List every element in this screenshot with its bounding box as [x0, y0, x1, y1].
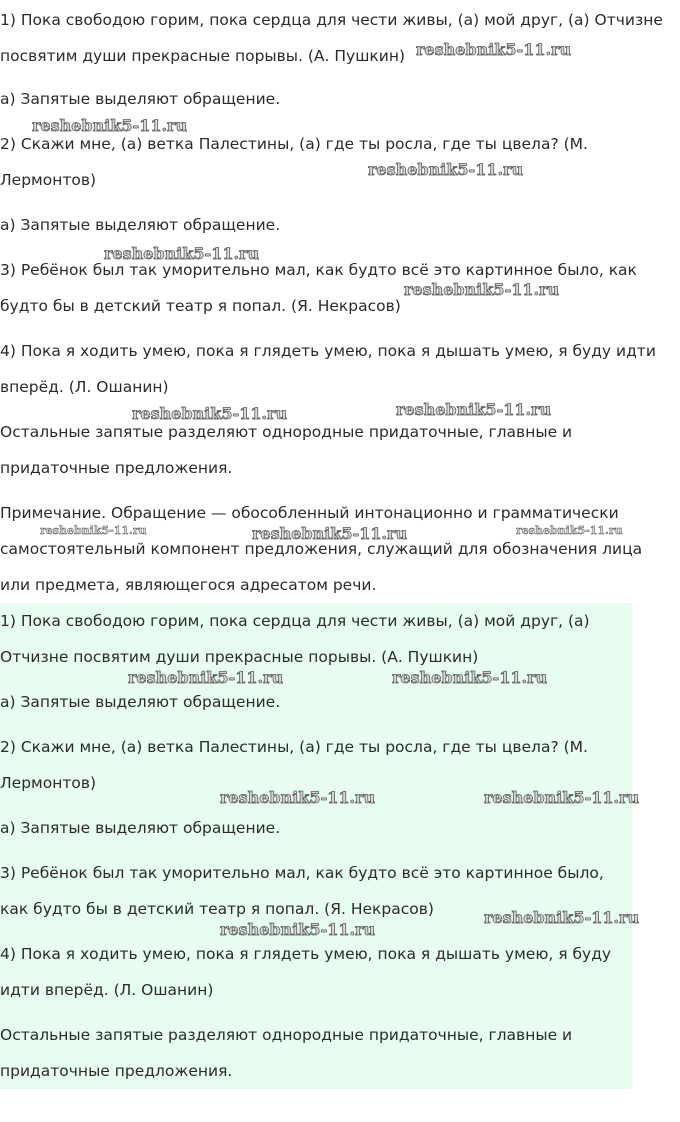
top-paragraph-7: Остальные запятые разделяют однородные придаточные, главные и придаточные предложения. [0, 423, 573, 477]
bottom-paragraph-7: Остальные запятые разделяют однородные придаточные, главные и придаточные предложения. [0, 1026, 573, 1080]
watermark: reshebnik5-11.ru [392, 668, 548, 687]
watermark: reshebnik5-11.ru [252, 524, 408, 543]
bottom-paragraph-4: а) Запятые выделяют обращение. [0, 819, 281, 837]
watermark: reshebnik5-11.ru [40, 524, 147, 537]
top-paragraph-3: 2) Скажи мне, (а) ветка Палестины, (а) где ты росла, где ты цвела? (М. Лермонтов) [0, 135, 588, 189]
top-note-paragraph: Примечание. Обращение — обособленный интонационно и грамматически самостоятельный компонент предложения, служащий для обозначения лица или предмета, являющегося адресатом речи. [0, 504, 643, 594]
bottom-paragraph-3: 2) Скажи мне, (а) ветка Палестины, (а) где ты росла, где ты цвела? (М. Лермонтов) [0, 738, 588, 792]
bottom-paragraph-6: 4) Пока я ходить умею, пока я глядеть умею, пока я дышать умею, я буду идти вперёд. (Л. Ошанин) [0, 945, 612, 999]
bottom-paragraph-5: 3) Ребёнок был так уморительно мал, как будто всё это картинное было, как будто бы в детский театр я попал. (Я. Некрасов) [0, 864, 604, 918]
bottom-paragraph-1: 1) Пока свободою горим, пока сердца для чести живы, (а) мой друг, (а) Отчизне посвятим души прекрасные порывы. (А. Пушкин) [0, 612, 590, 666]
top-paragraph-4: а) Запятые выделяют обращение. [0, 216, 281, 234]
bottom-paragraph-2: а) Запятые выделяют обращение. [0, 693, 281, 711]
top-paragraph-1: 1) Пока свободою горим, пока сердца для чести живы, (а) мой друг, (а) Отчизне посвятим души прекрасные порывы. (А. Пушкин) [0, 11, 663, 65]
top-paragraph-5: 3) Ребёнок был так уморительно мал, как будто всё это картинное было, как будто бы в детский театр я попал. (Я. Некрасов) [0, 261, 637, 315]
watermark: reshebnik5-11.ru [368, 160, 524, 179]
watermark: reshebnik5-11.ru [484, 908, 640, 927]
watermark: reshebnik5-11.ru [128, 668, 284, 687]
watermark: reshebnik5-11.ru [32, 116, 188, 135]
watermark: reshebnik5-11.ru [416, 40, 572, 59]
watermark: reshebnik5-11.ru [104, 244, 260, 263]
watermark: reshebnik5-11.ru [132, 404, 288, 423]
watermark: reshebnik5-11.ru [220, 920, 376, 939]
top-paragraph-6: 4) Пока я ходить умею, пока я глядеть умею, пока я дышать умею, я буду идти вперёд. (Л. Ошанин) [0, 342, 656, 396]
watermark: reshebnik5-11.ru [404, 280, 560, 299]
watermark: reshebnik5-11.ru [220, 788, 376, 807]
top-paragraph-2: а) Запятые выделяют обращение. [0, 90, 281, 108]
watermark: reshebnik5-11.ru [484, 788, 640, 807]
watermark: reshebnik5-11.ru [516, 524, 623, 537]
watermark: reshebnik5-11.ru [396, 400, 552, 419]
